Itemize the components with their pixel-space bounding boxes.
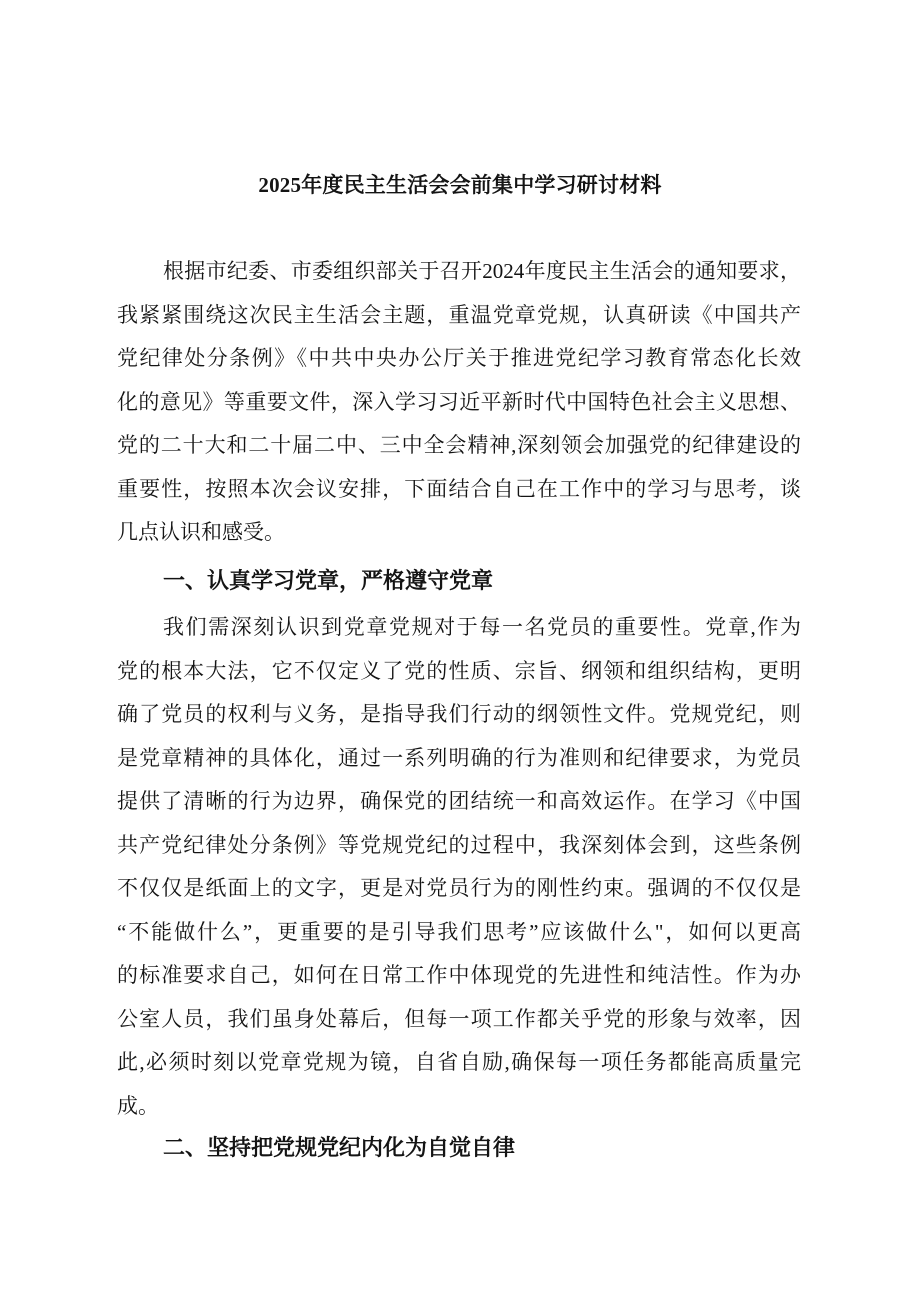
paragraph-line: 党的根本大法，它不仅定义了党的性质、宗旨、纲领和组织结构，更明 <box>117 658 801 683</box>
paragraph-line: 此,必须时刻以党章党规为镜，自省自励,确保每一项任务都能高质量完 <box>117 1050 801 1074</box>
intro-paragraph <box>117 250 801 555</box>
paragraph-line: 提供了清晰的行为边界，确保党的团结统一和高效运作。在学习《中国 <box>117 789 801 813</box>
paragraph-line: 重要性，按照本次会议安排，下面结合自己在工作中的学习与思考，谈 <box>117 476 801 501</box>
paragraph-line: 是党章精神的具体化，通过一系列明确的行为准则和纪律要求，为党员 <box>117 745 801 770</box>
section-paragraph <box>117 606 801 1128</box>
paragraph-line: 几点认识和感受。 <box>117 520 285 544</box>
paragraph-line: 确了党员的权利与义务，是指导我们行动的纲领性文件。党规党纪，则 <box>117 702 801 726</box>
paragraph-line: “不能做什么”，更重要的是引导我们思考”应该做什么"，如何以更高 <box>117 919 801 944</box>
paragraph-line: 共产党纪律处分条例》等党规党纪的过程中，我深刻体会到，这些条例 <box>117 832 801 857</box>
paragraph-line: 我们需深刻认识到党章党规对于每一名党员的重要性。党章,作为 <box>163 615 801 639</box>
document-title: 2025年度民主生活会会前集中学习研讨材料 <box>258 173 662 197</box>
section-heading: 二、坚持把党规党纪内化为自觉自律 <box>163 1135 516 1160</box>
paragraph-line: 不仅仅是纸面上的文字，更是对党员行为的刚性约束。强调的不仅仅是 <box>117 876 801 900</box>
section-heading: 一、认真学习党章，严格遵守党章 <box>163 567 494 593</box>
paragraph-line: 党纪律处分条例》《中共中央办公厅关于推进党纪学习教育常态化长效 <box>117 346 801 370</box>
paragraph-line: 我紧紧围绕这次民主生活会主题，重温党章党规，认真研读《中国共产 <box>117 302 801 327</box>
paragraph-line: 成。 <box>117 1093 159 1118</box>
paragraph-line: 的标准要求自己，如何在日常工作中体现党的先进性和纯洁性。作为办 <box>117 963 801 987</box>
paragraph-line: 化的意见》等重要文件，深入学习习近平新时代中国特色社会主义思想、 <box>117 389 801 414</box>
paragraph-line: 党的二十大和二十届二中、三中全会精神,深刻领会加强党的纪律建设的 <box>117 433 801 457</box>
paragraph-line: 根据市纪委、市委组织部关于召开2024年度民主生活会的通知要求， <box>163 259 801 283</box>
paragraph-line: 公室人员，我们虽身处幕后，但每一项工作都关乎党的形象与效率，因 <box>117 1006 801 1031</box>
document-body <box>117 250 801 1168</box>
